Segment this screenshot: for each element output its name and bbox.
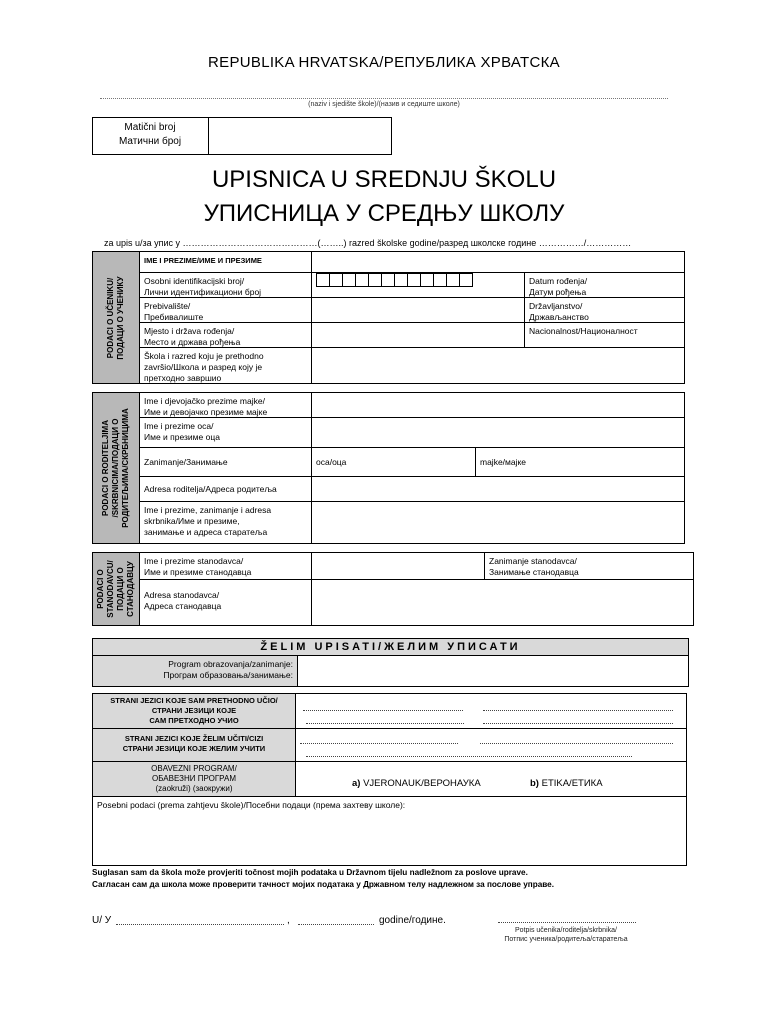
signature-caption-latin: Potpis učenika/roditelja/skrbnika/ [515,927,617,934]
birthplace-label: Mjesto i država rođenja/ Место и држава рођења [139,322,312,348]
consent-cyrillic: Сагласан сам да школа може проверити тачност мојих података у Државном телу надлежном за послове управе. [92,880,555,889]
republic-header: REPUBLIKA HRVATSKA/РЕПУБЛИКА ХРВАТСКА [208,54,560,71]
landlord-address-label: Adresa stanodavca/ Адреса станодавца [139,579,312,626]
oib-label: Osobni identifikacijski broj/ Лични идентификациони број [139,272,312,298]
date-input[interactable] [298,924,374,925]
parents-section-label: PODACI O RODITELJIMA /SKRBNICIMA/ПОДАЦИ О РОДИТЕЉИМА/СКРБНИЦИМА [92,392,140,544]
form-title-latin: UPISNICA U SREDNJU ŠKOLU [211,166,557,193]
want-languages-label: STRANI JEZICI KOJE ŽELIM UČITI/CIZI СТРАНИ ЈЕЗИЦИ КОЈЕ ЖЕЛИМ УЧИТИ [92,728,296,762]
consent-latin: Suglasan sam da škola može provjeriti točnost mojih podataka u Državnom tijelu nadležnom za poslove uprave. [92,868,528,877]
option-ethics[interactable]: b) ETIKA/ЕТИКА [530,778,603,789]
prev-languages-label: STRANI JEZICI KOJE SAM PRETHODNO UČIO/ СТРАНИ ЈЕЗИЦИ КОЈЕ САМ ПРЕТХОДНО УЧИО [92,693,296,729]
father-name-input[interactable] [311,417,685,448]
want-enrol-header: ŽELIM UPISATI/ЖЕЛИМ УПИСАТИ [92,638,689,656]
residence-input[interactable] [311,297,525,323]
student-name-input[interactable] [311,251,685,273]
signature-line[interactable] [498,922,636,923]
mandatory-program-label: OBAVEZNI PROGRAM/ ОБАВЕЗНИ ПРОГРАМ (zaokruži) (заокружи) [92,761,296,797]
father-name-label: Ime i prezime oca/ Име и презиме оца [139,417,312,448]
guardian-input[interactable] [311,501,685,544]
landlord-name-label: Ime i prezime stanodavca/ Име и презиме станодавца [139,552,312,580]
program-input[interactable] [297,655,689,687]
parents-address-input[interactable] [311,476,685,502]
landlord-occupation-field[interactable]: Zanimanje stanodavca/ Занимање станодавца [484,552,694,580]
prev-school-label: Škola i razred koju je prethodno završio/Школа и разред коју је претходно завршио [139,347,312,384]
place-label: U/ У [92,915,112,926]
guardian-label: Ime i prezime, zanimanje i adresa skrbnika/Име и презиме, занимање и адреса старатеља [139,501,312,544]
nationality-field[interactable]: Nacionalnost/Националност [524,322,685,348]
school-name-line[interactable] [100,98,668,99]
option-religion[interactable]: a) VJERONAUK/ВЕРОНАУКА [352,778,481,789]
enrolment-line[interactable]: za upis u/за упис у ………………………………………(……..) razred školske godine/разред школске године ……………/…………… [104,238,632,248]
birthplace-input[interactable] [311,322,525,348]
residence-label: Prebivalište/ Пребивалиште [139,297,312,323]
student-section-label: PODACI O UČENIKU/ ПОДАЦИ О УЧЕНИКУ [92,251,140,384]
dob-field[interactable]: Datum rođenja/ Датум рођења [524,272,685,298]
occupation-label: Zanimanje/Занимање [139,447,312,477]
student-name-label: IME I PREZIME/ИМЕ И ПРЕЗИМЕ [139,251,312,273]
citizenship-field[interactable]: Državljanstvo/ Држављанство [524,297,685,323]
program-label: Program obrazovanja/zanimanje: Програм образовања/занимање: [92,655,298,687]
oib-digit-boxes[interactable] [316,273,472,287]
landlord-name-input[interactable] [311,552,485,580]
prev-school-input[interactable] [311,347,685,384]
year-label: godine/године. [379,915,446,926]
mother-name-input[interactable] [311,392,685,418]
place-input[interactable] [116,924,284,925]
parents-address-label: Adresa roditelja/Адреса родитеља [139,476,312,502]
signature-caption-cyrillic: Потпис ученика/родитеља/старатеља [504,936,628,943]
special-data-field[interactable]: Posebni podaci (prema zahtjevu škole)/Посебни подаци (према захтеву школе): [92,796,687,866]
registry-number-input[interactable] [210,118,391,154]
landlord-address-input[interactable] [311,579,694,626]
father-occupation-input[interactable]: oca/оца [311,447,476,477]
mother-occupation-input[interactable]: majke/мајке [475,447,685,477]
mother-name-label: Ime i djevojačko prezime majke/ Име и девојачко презиме мајке [139,392,312,418]
landlord-section-label: PODACI O STANODAVCU/ ПОДАЦИ О СТАНОДАВЦУ [92,552,140,626]
registry-number-label: Matični broj Матични број [118,122,182,147]
school-name-hint: (naziv i sjedište škole)/(назив и седиште школе) [308,101,460,108]
form-title-cyrillic: УПИСНИЦА У СРЕДЊУ ШКОЛУ [203,200,565,227]
